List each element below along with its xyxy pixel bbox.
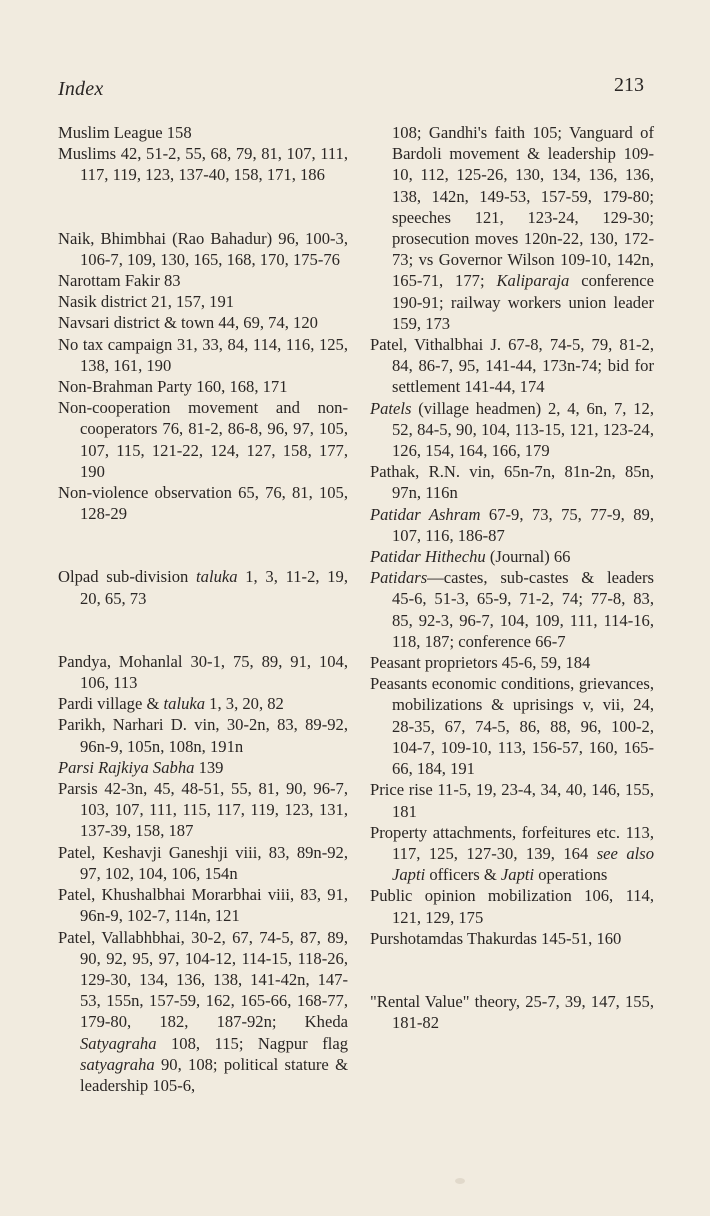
entry-text: 90, 108; political stature & leadership 105-6, [80,1054,348,1095]
index-entry [58,397,348,482]
entry-text: 1, 3, 20, 82 [205,694,284,714]
index-entry [58,842,348,884]
index-entry [58,143,348,185]
index-entry [58,757,348,778]
index-entry [370,991,654,1033]
index-entry [58,376,348,397]
entry-text: Non-Brahman Party 160, 168, 171 [58,377,288,397]
index-entry [370,885,654,927]
index-entry [370,822,654,886]
index-entry [58,334,348,376]
index-entry [58,122,348,143]
entry-text: Patel, Khushalbhai Morarbhai viii, 83, 91, 96n-9, 102-7, 114n, 121 [58,885,348,926]
index-entry [58,291,348,312]
index-entry [58,482,348,524]
entry-text: 139 [194,757,224,777]
index-entry [370,504,654,546]
page-number: 213 [614,74,644,96]
entry-gap [58,609,348,651]
entry-text-italic: Parsi Rajkiya Sabha [58,757,195,777]
index-entry [58,884,348,926]
entry-text: Pandya, Mohanlal 30-1, 75, 89, 91, 104, 106, 113 [58,651,348,693]
index-entry [58,714,348,756]
entry-text: Peasants economic conditions, grievances, mobilizations & uprisings v, vii, 24, 28-35, 67, 74-5, 86, 88, 96, 100-2, 104-7, 109-10, 113, 156-57, 160, 165-66, 184, 191 [370,674,654,779]
index-entry [58,270,348,291]
entry-text: —castes, sub-castes & leaders 45-6, 51-3, 65-9, 71-2, 74; 77-8, 83, 85, 92-3, 96-7, 104, 109, 111, 114-16, 118, 187; conference 66-7 [392,568,654,651]
index-entry [370,546,654,567]
entry-text: Peasant proprietors 45-6, 59, 184 [370,653,591,673]
entry-text: Naik, Bhimbhai (Rao Bahadur) 96, 100-3, 106-7, 109, 130, 165, 168, 170, 175-76 [58,228,348,269]
running-head [58,74,644,104]
index-entry [58,312,348,333]
entry-text: "Rental Value" theory, 25-7, 39, 147, 155, 181-82 [370,991,654,1033]
paper-stain [455,1178,465,1184]
entry-text-italic: Patels [370,398,412,418]
index-entry [370,567,654,652]
entry-text: Patel, Vithalbhai J. 67-8, 74-5, 79, 81-2, 84, 86-7, 95, 141-44, 173n-74; bid for settlement 141-44, 174 [370,335,654,397]
entry-text-italic: Kaliparaja [496,271,570,291]
entry-text: (Journal) 66 [485,547,571,567]
entry-text-italic: taluka [163,694,206,714]
index-entry [58,228,348,270]
entry-text: Olpad sub-division [58,567,197,587]
entry-gap [58,186,348,228]
entry-text: 67-9, 73, 75, 77-9, 89, 107, 116, 186-87 [392,504,654,545]
entry-gap [370,949,654,991]
index-entry [370,779,654,821]
entry-text-italic: satyagraha [80,1054,155,1074]
entry-text-italic: Japti [500,865,535,885]
index-entry [370,652,654,673]
entry-text-italic: taluka [196,567,238,587]
entry-text: Nasik district 21, 157, 191 [58,292,235,312]
entry-text: Parikh, Narhari D. vin, 30-2n, 83, 89-92, 96n-9, 105n, 108n, 191n [58,715,348,756]
entry-text: Patel, Keshavji Ganeshji viii, 83, 89n-92, 97, 102, 104, 106, 154n [58,842,348,883]
entry-text: 108, 115; Nagpur flag [156,1033,348,1053]
entry-gap [58,524,348,566]
entry-text: 108; Gandhi's faith 105; Vanguard of Bardoli movement & leadership 109-10, 112, 125-26, 130, 134, 136, 136, 138, 142n, 149-53, 157-59, 179-80; speeches 121, 123-24, 129-30; prosecution moves 120n-22, 130, 172-73; vs Governor Wilson 109-10, 142n, 165-71, 177; [392,123,654,291]
entry-text: Navsari district & town 44, 69, 74, 120 [58,313,318,333]
entry-text: Non-cooperation movement and non-cooperators 76, 81-2, 86-8, 96, 97, 105, 107, 115, 121-22, 124, 127, 158, 177, 190 [58,398,348,481]
entry-text: (village headmen) 2, 4, 6n, 7, 12, 52, 84-5, 90, 104, 113-15, 121, 123-24, 126, 154, 164, 166, 179 [392,398,654,461]
entry-text: Muslim League 158 [58,123,192,142]
index-entry [370,334,654,398]
index-entry [58,651,348,693]
index-column-right [370,122,654,1033]
entry-text: Property attachments, forfeitures etc. 113, 117, 125, 127-30, 139, 164 [370,822,654,863]
entry-text: Purshotamdas Thakurdas 145-51, 160 [370,928,622,948]
entry-text: Narottam Fakir 83 [58,271,181,291]
entry-text-italic: Patidars [370,568,428,588]
running-title: Index [58,78,104,100]
entry-text: Price rise 11-5, 19, 23-4, 34, 40, 146, 155, 181 [370,780,654,821]
entry-text: officers & [425,865,501,885]
entry-text-italic: Patidar Hithechu [370,547,486,567]
entry-text: Public opinion mobilization 106, 114, 121, 129, 175 [370,886,654,927]
index-entry [58,566,348,608]
entry-text-italic: Satyagraha [80,1033,157,1053]
index-entry [370,398,654,462]
entry-text-italic: Patidar Ashram [370,504,481,524]
index-entry [370,928,654,949]
entry-text-italic: see also Japti [392,843,655,885]
entry-text: Non-violence observation 65, 76, 81, 105, 128-29 [58,483,348,524]
index-column-left [58,122,348,1096]
entry-text: conference 190-91; railway workers union leader 159, 173 [392,271,654,333]
index-entry [370,673,654,779]
index-entry [370,461,654,503]
index-entry [58,693,348,714]
entry-text: 1, 3, 11-2, 19, 20, 65, 73 [80,567,348,608]
entry-text: operations [534,865,608,885]
entry-text: Pathak, R.N. vin, 65n-7n, 81n-2n, 85n, 97n, 116n [370,462,654,503]
entry-text: Parsis 42-3n, 45, 48-51, 55, 81, 90, 96-7, 103, 107, 111, 115, 117, 119, 123, 131, 137-39, 158, 187 [58,779,348,841]
entry-text: Pardi village & [58,694,164,714]
entry-text: No tax campaign 31, 33, 84, 114, 116, 125, 138, 161, 190 [58,334,348,375]
index-entry-continued [370,122,654,334]
index-entry [58,778,348,842]
index-entry [58,927,348,1097]
entry-text: Patel, Vallabhbhai, 30-2, 67, 74-5, 87, 89, 90, 92, 95, 97, 104-12, 114-15, 118-26, 129-30, 134, 136, 138, 141-42n, 147-53, 155n, 157-59, 162, 165-66, 168-77, 179-80, 182, 187-92n; Kheda [58,927,348,1032]
entry-text: Muslims 42, 51-2, 55, 68, 79, 81, 107, 111, 117, 119, 123, 137-40, 158, 171, 186 [58,144,348,185]
